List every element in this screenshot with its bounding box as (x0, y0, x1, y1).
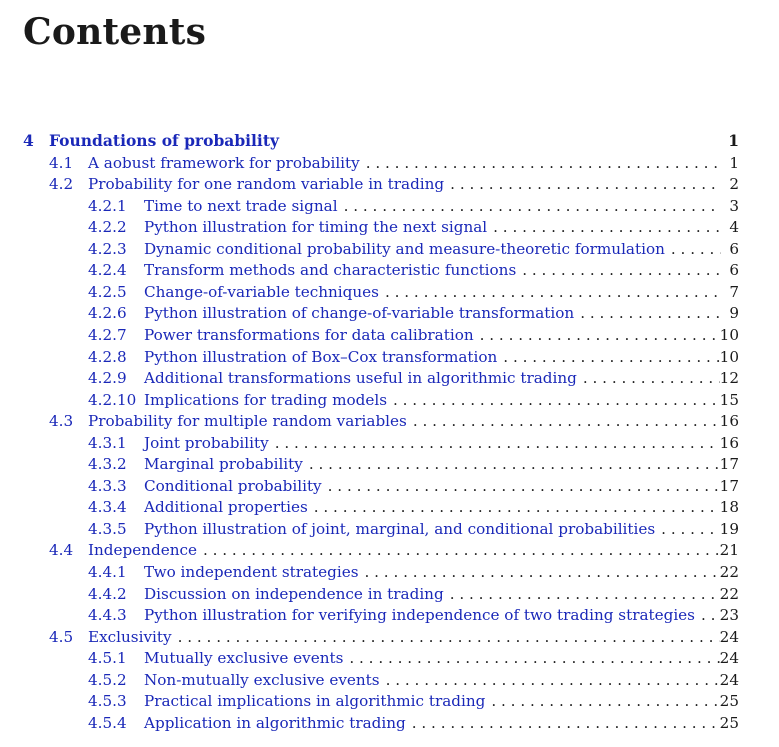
toc-entry-page-number[interactable]: 12 (719, 369, 739, 388)
toc-entry-number: 4.3.4 (88, 498, 127, 517)
toc-subsection-entry[interactable] (88, 669, 739, 691)
toc-entry-page-number[interactable]: 9 (729, 304, 739, 323)
toc-entry-page-number[interactable]: 15 (719, 390, 739, 409)
toc-dot-leader (497, 346, 719, 368)
toc-subsection-entry[interactable] (88, 346, 739, 368)
toc-entry-title[interactable]: Python illustration for verifying independence of two trading strategies (144, 606, 695, 625)
toc-entry-page-number[interactable]: 2 (729, 175, 739, 194)
toc-dot-leader (303, 453, 720, 475)
toc-entry-title[interactable]: Discussion on independence in trading (144, 584, 444, 603)
toc-subsection-entry[interactable] (88, 324, 739, 346)
toc-entry-title[interactable]: Joint probability (144, 433, 269, 452)
toc-subsection-entry[interactable] (88, 432, 739, 454)
toc-entry-title[interactable]: Additional properties (144, 498, 308, 517)
toc-entry-title[interactable]: Independence (88, 541, 197, 560)
toc-entry-title[interactable]: Power transformations for data calibration (144, 325, 474, 344)
toc-subsection-entry[interactable] (88, 281, 739, 303)
toc-entry-title[interactable]: Practical implications in algorithmic trading (144, 692, 486, 711)
toc-entry-title[interactable]: Application in algorithmic trading (144, 713, 406, 732)
toc-dot-leader (360, 152, 721, 174)
toc-dot-leader (197, 539, 720, 561)
toc-dot-leader (444, 173, 721, 195)
toc-entry-number: 4.2.7 (88, 325, 127, 344)
toc-entry-page-number[interactable]: 17 (719, 476, 739, 495)
toc-subsection-entry[interactable] (88, 518, 739, 540)
toc-dot-leader (379, 281, 721, 303)
toc-entry-title[interactable]: Non-mutually exclusive events (144, 670, 380, 689)
toc-dot-leader (172, 626, 720, 648)
toc-dot-leader (359, 561, 720, 583)
toc-entry-page-number[interactable]: 17 (719, 455, 739, 474)
toc-entry-number: 4.4.3 (88, 606, 127, 625)
toc-entry-number: 4.5.3 (88, 692, 127, 711)
toc-entry-page-number[interactable]: 7 (729, 282, 739, 301)
toc-dot-leader (407, 410, 720, 432)
toc-entry-number: 4.5.4 (88, 713, 127, 732)
toc-dot-leader (577, 367, 720, 389)
toc-entry-number: 4.2.6 (88, 304, 127, 323)
toc-entry-number: 4.3.2 (88, 455, 127, 474)
toc-subsection-entry[interactable] (88, 216, 739, 238)
toc-entry-number: 4.3.3 (88, 476, 127, 495)
toc-entry-title[interactable]: Change-of-variable techniques (144, 282, 379, 301)
toc-entry-page-number[interactable]: 10 (719, 325, 739, 344)
toc-section-entry[interactable] (49, 152, 739, 174)
toc-entry-number: 4.2.10 (88, 390, 137, 409)
toc-entry-title[interactable]: Two independent strategies (144, 563, 359, 581)
toc-entry-number: 4.3 (49, 412, 74, 431)
toc-dot-leader (322, 475, 720, 497)
toc-subsection-entry[interactable] (88, 302, 739, 324)
toc-section-entry[interactable] (49, 410, 739, 432)
toc-entry-number: 4.2 (49, 175, 74, 194)
toc-dot-leader (308, 496, 720, 518)
toc-entry-page-number[interactable]: 16 (719, 412, 739, 431)
toc-entry-number: 4.2.9 (88, 369, 127, 388)
toc-subsection-entry[interactable] (88, 712, 739, 734)
toc-dot-leader (487, 216, 721, 238)
toc-subsection-entry[interactable] (88, 496, 739, 518)
toc-entry-page-number[interactable]: 24 (719, 627, 739, 646)
toc-entry-title[interactable]: Conditional probability (144, 476, 322, 495)
toc-entry-title[interactable]: Time to next trade signal (144, 196, 338, 215)
toc-entry-title[interactable]: Python illustration of joint, marginal, and conditional probabilities (144, 519, 656, 538)
toc-entry-title[interactable]: Mutually exclusive events (144, 649, 344, 668)
toc-section-entry[interactable] (49, 539, 739, 561)
toc-dot-leader (387, 389, 720, 411)
toc-entry-title[interactable]: Foundations of probability (49, 131, 279, 150)
toc-entry-page-number[interactable]: 25 (719, 713, 739, 732)
toc-entry-page-number[interactable]: 3 (729, 196, 739, 215)
toc-subsection-entry[interactable] (88, 238, 739, 260)
toc-entry-title[interactable]: A aobust framework for probability (88, 153, 360, 172)
toc-subsection-entry[interactable] (88, 195, 739, 217)
toc-entry-number: 4.2.2 (88, 218, 127, 237)
toc-entry-page-number[interactable]: 4 (729, 218, 739, 237)
toc-dot-leader (338, 195, 721, 217)
toc-entry-number: 4.2.5 (88, 282, 127, 301)
toc-dot-leader (695, 604, 720, 626)
toc-entry-number: 4.5.1 (88, 649, 127, 668)
toc-entry-number: 4.2.4 (88, 261, 127, 280)
toc-entry-title[interactable]: Python illustration for timing the next signal (144, 218, 488, 237)
toc-entry-page-number[interactable]: 23 (719, 606, 739, 625)
toc-dot-leader (343, 647, 719, 669)
toc-dot-leader (406, 712, 720, 734)
toc-entry-number: 4.4 (49, 541, 74, 560)
toc-subsection-entry[interactable] (88, 259, 739, 281)
toc-dot-leader (474, 324, 720, 346)
toc-chapter-entry[interactable] (23, 130, 739, 152)
page-title: Contents (23, 11, 207, 53)
toc-entry-page-number[interactable]: 24 (719, 670, 739, 689)
toc-entry-title[interactable]: Probability for multiple random variables (88, 412, 407, 431)
toc-entry-page-number[interactable]: 1 (728, 131, 739, 150)
toc-entry-page-number[interactable]: 16 (719, 433, 739, 452)
toc-section-entry[interactable] (49, 626, 739, 648)
toc-entry-page-number[interactable]: 6 (729, 239, 739, 258)
toc-dot-leader (444, 583, 720, 605)
toc-dot-leader (269, 432, 720, 454)
toc-dot-leader (655, 518, 720, 540)
toc-entry-title[interactable]: Exclusivity (88, 627, 172, 646)
toc-entry-title[interactable]: Additional transformations useful in algorithmic trading (144, 369, 577, 388)
toc-dot-leader (485, 690, 719, 712)
toc-subsection-entry[interactable] (88, 647, 739, 669)
toc-entry-page-number[interactable]: 22 (719, 584, 739, 603)
toc-entry-title[interactable]: Dynamic conditional probability and measure-theoretic formulation (144, 239, 665, 258)
toc-entry-number: 4.2.8 (88, 347, 127, 366)
toc-entry-title[interactable]: Implications for trading models (144, 390, 387, 409)
toc-dot-leader (516, 259, 721, 281)
toc-entry-page-number[interactable]: 24 (719, 649, 739, 668)
toc-entry-page-number[interactable]: 19 (719, 519, 739, 538)
toc-dot-leader (380, 669, 720, 691)
toc-entry-page-number[interactable]: 1 (729, 153, 739, 172)
toc-subsection-entry[interactable] (88, 583, 739, 605)
toc-subsection-entry[interactable] (88, 604, 739, 626)
toc-subsection-entry[interactable] (88, 453, 739, 475)
toc-entry-page-number[interactable]: 18 (719, 498, 739, 517)
toc-entry-page-number[interactable]: 22 (719, 563, 739, 581)
toc-dot-leader (574, 302, 721, 324)
toc-entry-number: 4.3.1 (88, 433, 127, 452)
toc-entry-number: 4.5.2 (88, 670, 127, 689)
toc-entry-number: 4.2.3 (88, 239, 127, 258)
toc-section-entry[interactable] (49, 173, 739, 195)
toc-subsection-entry[interactable] (88, 367, 739, 389)
toc-subsection-entry[interactable] (88, 389, 739, 411)
toc-entry-title[interactable]: Probability for one random variable in trading (88, 175, 445, 194)
toc-entry-number: 4 (23, 131, 34, 150)
toc-subsection-entry[interactable] (88, 561, 739, 583)
toc-entry-title[interactable]: Python illustration of change-of-variable transformation (144, 304, 575, 323)
toc-entry-number: 4.2.1 (88, 196, 127, 215)
toc-entry-number: 4.5 (49, 627, 74, 646)
toc-entry-page-number[interactable]: 25 (719, 692, 739, 711)
toc-entry-title[interactable]: Marginal probability (144, 455, 303, 474)
toc-entry-number: 4.1 (49, 153, 74, 172)
toc-subsection-entry[interactable] (88, 690, 739, 712)
toc-entry-title[interactable]: Transform methods and characteristic functions (144, 261, 517, 280)
toc-entry-number: 4.3.5 (88, 519, 127, 538)
toc-entry-page-number[interactable]: 6 (729, 261, 739, 280)
toc-entry-title[interactable]: Python illustration of Box–Cox transformation (144, 347, 498, 366)
toc-entry-number: 4.4.2 (88, 584, 127, 603)
toc-entry-number: 4.4.1 (88, 563, 127, 581)
toc-dot-leader (665, 238, 721, 260)
toc-entry-page-number[interactable]: 21 (719, 541, 739, 560)
toc-entry-page-number[interactable]: 10 (719, 347, 739, 366)
toc-subsection-entry[interactable] (88, 475, 739, 497)
